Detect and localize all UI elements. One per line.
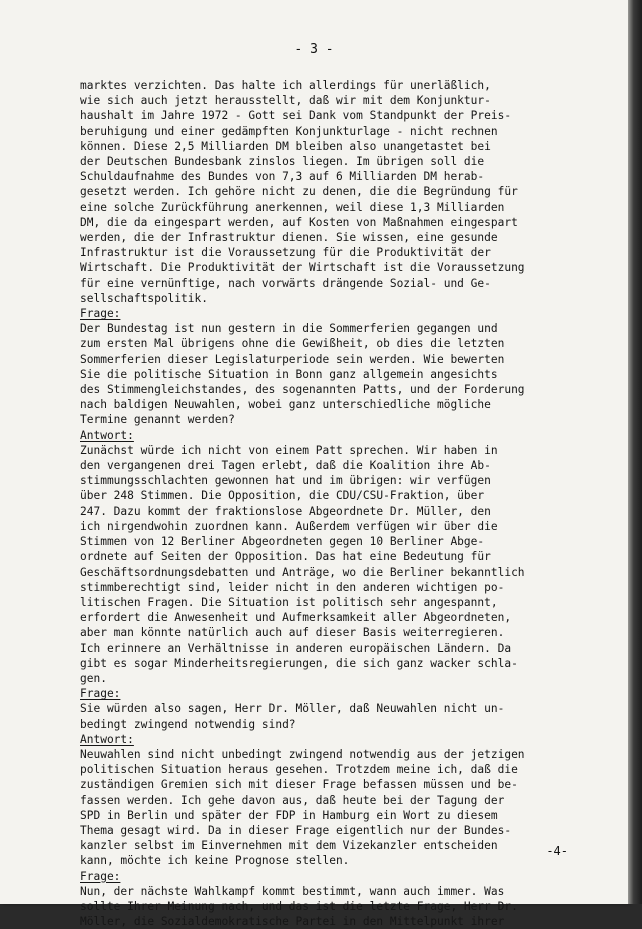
speaker-label-question: Frage:	[80, 687, 121, 701]
speaker-label-question: Frage:	[80, 307, 121, 321]
speaker-label-answer: Antwort:	[80, 732, 134, 746]
next-page-marker: -4-	[546, 844, 568, 858]
paragraph-question: Nun, der nächste Wahlkampf kommt bestimmt, wann auch immer. Was sollte Ihrer Meinung nach, und das ist die letzte Frage, Herr Dr. Möller, die Sozialdemokratische Partei in den Mittelpunkt ihrer	[80, 884, 518, 929]
paragraph-answer: Zunächst würde ich nicht von einem Patt sprechen. Wir haben in den vergangenen drei Tagen erlebt, daß die Koalition ihre Ab- stimmungsschlachten gewonnen hat und im übrigen: wir verfügen über 248 Stimmen. Die Opposition, die CDU/CSU-Fraktion, über 247. Dazu kommt der fraktionslose Abgeordnete Dr. Müller, den ich nirgendwohin zuordnen kann. Außerdem verfügen wir über die Stimmen von 12 Berliner Abgeordneten gegen 10 Berliner Abge- ordnete auf Seiten der Opposition. Das hat eine Bedeutung für Geschäftsordnungsdebatten und Anträge, wo die Berliner bekanntlich stimmberechtigt sind, leider nicht in den anderen wichtigen po- litischen Fragen. Die Situation ist politisch sehr angespannt, erfordert die Anwesenheit und Aufmerksamkeit aller Abgeordneten, aber man könnte natürlich auch auf dieser Basis weiterregieren. Ich erinnere an Verhältnisse in anderen europäischen Ländern. Da gibt es sogar Minderheitsregierungen, die sich ganz wacker schla- gen.	[80, 443, 525, 685]
speaker-label-question: Frage:	[80, 869, 121, 883]
paragraph-answer: Neuwahlen sind nicht unbedingt zwingend notwendig aus der jetzigen politischen Situation heraus gesehen. Trotzdem meine ich, daß die zuständigen Gremien sich mit dieser Frage befassen müssen und be- fassen werden. Ich gehe davon aus, daß heute bei der Tagung der SPD in Berlin und später der FDP in Hamburg ein Wort zu diesem Thema gesagt wird. Da in dieser Frage eigentlich nur der Bundes- kanzler selbst im Einvernehmen mit dem Vizekanzler entscheiden kann, möchte ich keine Prognose stellen.	[80, 747, 525, 868]
paragraph-question: Sie würden also sagen, Herr Dr. Möller, daß Neuwahlen nicht un- bedingt zwingend notwendig sind?	[80, 702, 505, 731]
speaker-label-answer: Antwort:	[80, 428, 134, 442]
page-number: - 3 -	[294, 42, 334, 57]
paragraph-question: Der Bundestag ist nun gestern in die Sommerferien gegangen und zum ersten Mal übrigens ohne die Gewißheit, ob dies die letzten Sommerferien dieser Legislaturperiode sein werden. Wie bewerten Sie die politische Situation in Bonn ganz allgemein angesichts des Stimmengleichstandes, des sogenannten Patts, und der Forderung nach baldigen Neuwahlen, wobei ganz unterschiedliche mögliche Termine genannt werden?	[80, 322, 525, 427]
page-edge-shadow	[628, 0, 642, 904]
document-body	[80, 78, 600, 929]
paragraph-intro: marktes verzichten. Das halte ich allerdings für unerläßlich, wie sich auch jetzt herausstellt, daß wir mit dem Konjunktur- haushalt im Jahre 1972 - Gott sei Dank vom Standpunkt der Preis- beruhigung und einer gedämpften Konjunkturlage - nicht rechnen können. Diese 2,5 Milliarden DM bleiben also unangetastet bei der Deutschen Bundesbank zinslos liegen. Im übrigen soll die Schuldaufnahme des Bundes von 7,3 auf 6 Milliarden DM herab- gesetzt werden. Ich gehöre nicht zu denen, die die Begründung für eine solche Zurückführung anerkennen, weil diese 1,3 Milliarden DM, die da eingespart werden, auf Kosten von Maßnahmen eingespart werden, die der Infrastruktur dienen. Sie wissen, eine gesunde Infrastruktur ist die Voraussetzung für die Produktivität der Wirtschaft. Die Produktivität der Wirtschaft ist die Voraussetzung für eine vernünftige, nach vorwärts drängende Sozial- und Ge- sellschaftspolitik.	[80, 79, 525, 305]
